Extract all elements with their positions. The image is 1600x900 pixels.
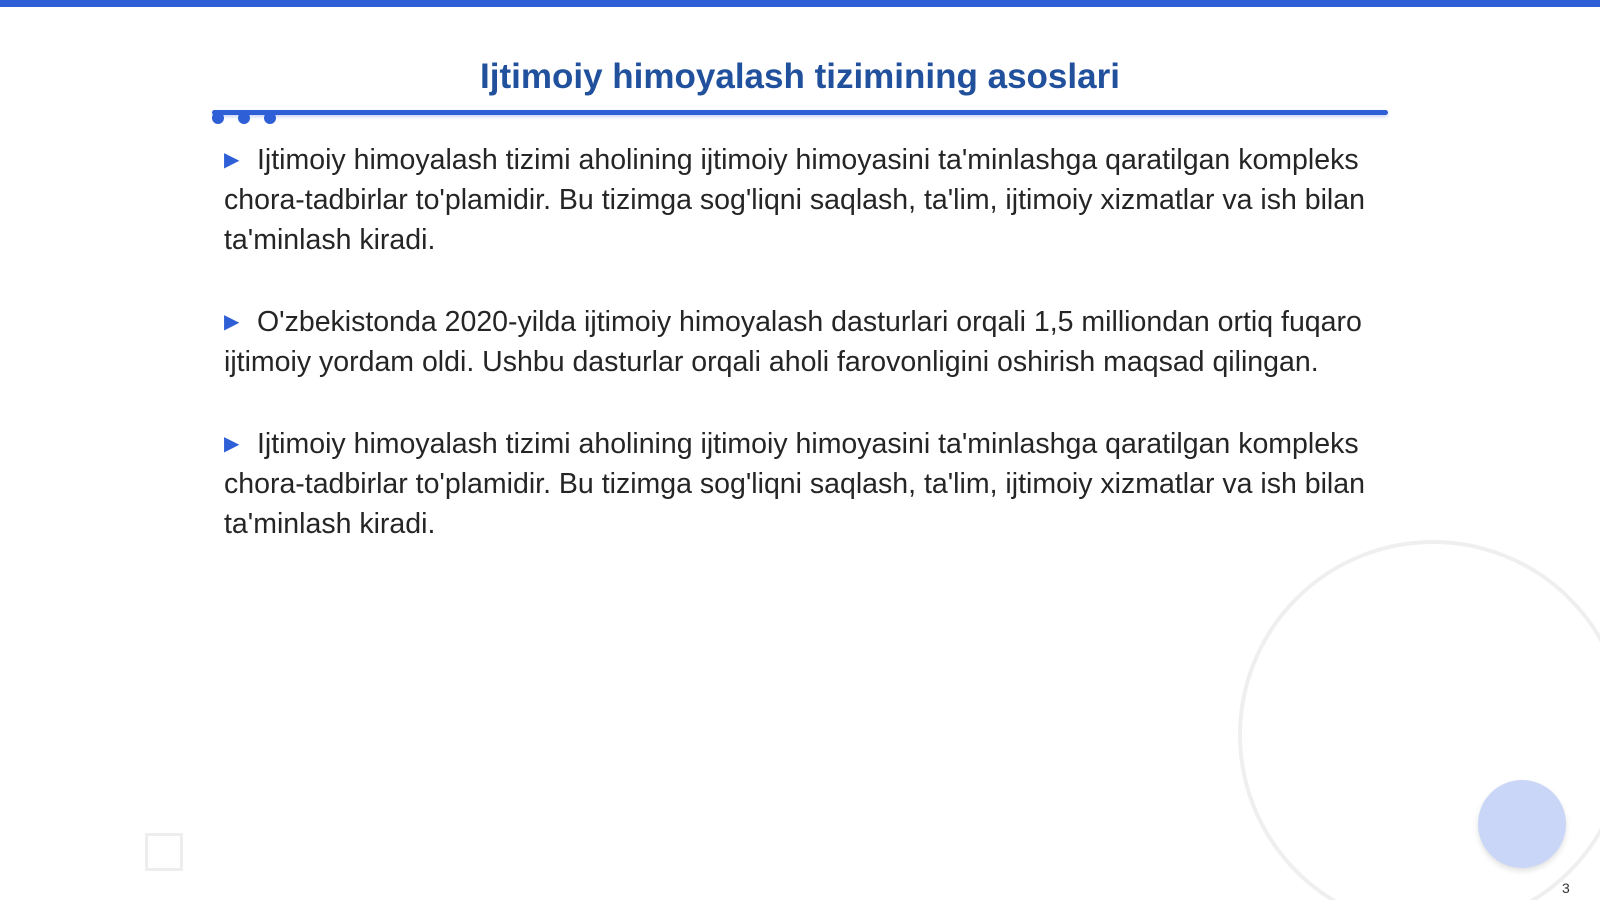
bullet-text: Ijtimoiy himoyalash tizimi aholining ijtimoiy himoyasini ta'minlashga qaratilgan kompleks chora-tadbirlar to'plamidir. Bu tizimga sog'liqni saqlash, ta'lim, ijtimoiy xizmatlar va ish bilan ta'minlash kiradi. bbox=[224, 428, 1365, 540]
page-number: 3 bbox=[1562, 880, 1570, 896]
underline-dot bbox=[238, 112, 250, 124]
slide-title: Ijtimoiy himoyalash tizimining asoslari bbox=[480, 57, 1120, 96]
underline-dot bbox=[264, 112, 276, 124]
bullet-text: O'zbekistonda 2020-yilda ijtimoiy himoyalash dasturlari orqali 1,5 milliondan ortiq fuqaro ijtimoiy yordam oldi. Ushbu dasturlar orqali aholi farovonligini oshirish maqsad qilingan. bbox=[224, 306, 1362, 378]
triangle-bullet-icon: ▶ bbox=[224, 433, 240, 455]
decorative-square-outline bbox=[145, 833, 183, 871]
title-underline bbox=[212, 110, 1388, 115]
triangle-bullet-icon: ▶ bbox=[224, 149, 240, 171]
top-accent-bar bbox=[0, 0, 1600, 7]
bullet-item bbox=[224, 140, 1374, 260]
bullet-text: Ijtimoiy himoyalash tizimi aholining ijtimoiy himoyasini ta'minlashga qaratilgan kompleks chora-tadbirlar to'plamidir. Bu tizimga sog'liqni saqlash, ta'lim, ijtimoiy xizmatlar va ish bilan ta'minlash kiradi. bbox=[224, 144, 1365, 256]
bullet-item bbox=[224, 302, 1374, 382]
bullet-item bbox=[224, 424, 1374, 544]
triangle-bullet-icon: ▶ bbox=[224, 311, 240, 333]
decorative-filled-circle bbox=[1478, 780, 1566, 868]
bullet-list bbox=[224, 140, 1374, 586]
underline-dot bbox=[212, 112, 224, 124]
